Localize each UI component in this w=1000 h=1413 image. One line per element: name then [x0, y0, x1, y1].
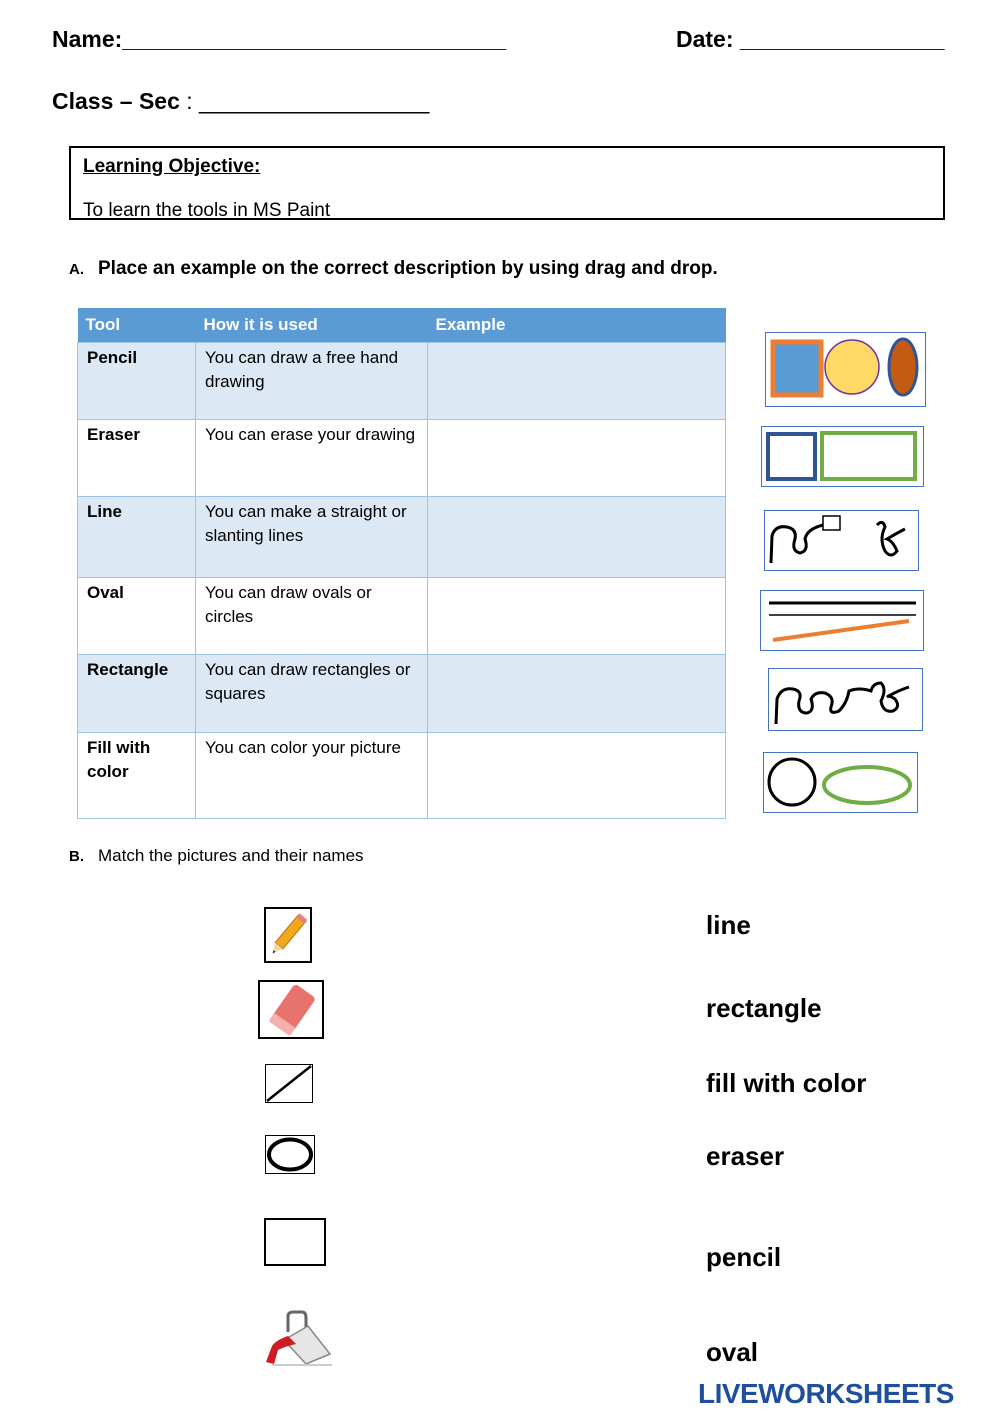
- circle-oval-icon: [764, 753, 916, 811]
- section-b-instruction: [69, 846, 364, 866]
- liveworksheets-logo: [698, 1378, 954, 1410]
- table-row: [78, 420, 726, 497]
- section-b-letter: B.: [69, 848, 84, 865]
- how-cell: You can make a straight or slanting lines: [196, 497, 428, 578]
- tool-cell: Rectangle: [78, 655, 196, 733]
- tool-cell: Fill with color: [78, 733, 196, 819]
- objective-title: Learning Objective:: [83, 156, 261, 177]
- table-row: [78, 343, 726, 420]
- rectangles-icon: [762, 427, 922, 485]
- learning-objective-box: [69, 146, 945, 220]
- class-field[interactable]: [52, 88, 429, 115]
- line-example-draggable[interactable]: [760, 590, 924, 651]
- freehand-scribble-icon: [769, 669, 921, 729]
- how-cell: You can erase your drawing: [196, 420, 428, 497]
- section-b-text: Match the pictures and their names: [98, 846, 364, 865]
- how-cell: You can draw ovals or circles: [196, 578, 428, 655]
- erased-scribble-icon: [765, 511, 917, 569]
- example-drop-zone[interactable]: [428, 497, 726, 578]
- example-drop-zone[interactable]: [428, 733, 726, 819]
- pencil-picture[interactable]: [264, 907, 312, 963]
- eraser-picture[interactable]: [258, 980, 324, 1039]
- match-name-fill[interactable]: fill with color: [706, 1068, 867, 1098]
- fill-example-draggable[interactable]: [765, 332, 926, 407]
- table-row: [78, 733, 726, 819]
- match-name-oval[interactable]: oval: [706, 1337, 759, 1367]
- paint-bucket-icon: [262, 1310, 334, 1368]
- oval-example-draggable[interactable]: [763, 752, 918, 813]
- oval-picture[interactable]: [265, 1135, 315, 1174]
- tool-cell: Eraser: [78, 420, 196, 497]
- class-blank: : __________________: [186, 88, 430, 114]
- table-header: [78, 308, 726, 343]
- eraser-icon: [260, 982, 322, 1037]
- how-cell: You can draw rectangles or squares: [196, 655, 428, 733]
- section-a-text: Place an example on the correct description by using drag and drop.: [98, 258, 718, 279]
- line-icon: [266, 1065, 312, 1102]
- col-example: Example: [428, 308, 726, 343]
- example-drop-zone[interactable]: [428, 420, 726, 497]
- oval-icon: [266, 1136, 314, 1173]
- rectangle-picture[interactable]: [264, 1218, 326, 1266]
- lines-icon: [761, 591, 922, 649]
- table-row: [78, 655, 726, 733]
- fill-picture[interactable]: [262, 1310, 334, 1368]
- name-field[interactable]: Name:______________________________: [52, 26, 507, 52]
- example-drop-zone[interactable]: [428, 343, 726, 420]
- section-a-instruction: [69, 258, 718, 280]
- how-cell: You can color your picture: [196, 733, 428, 819]
- tool-cell: Oval: [78, 578, 196, 655]
- match-name-rectangle[interactable]: rectangle: [706, 993, 822, 1023]
- col-how: How it is used: [196, 308, 428, 343]
- filled-shapes-icon: [766, 333, 924, 405]
- table-row: [78, 578, 726, 655]
- tool-cell: Pencil: [78, 343, 196, 420]
- how-cell: You can draw a free hand drawing: [196, 343, 428, 420]
- eraser-example-draggable[interactable]: [764, 510, 919, 571]
- brand-text: LIVEWORKSHEETS: [698, 1378, 954, 1409]
- example-drop-zone[interactable]: [428, 655, 726, 733]
- col-tool: Tool: [78, 308, 196, 343]
- pencil-icon: [266, 909, 310, 961]
- match-name-eraser[interactable]: eraser: [706, 1141, 785, 1171]
- example-drop-zone[interactable]: [428, 578, 726, 655]
- table-row: [78, 497, 726, 578]
- match-name-pencil[interactable]: pencil: [706, 1242, 782, 1272]
- section-a-letter: A.: [69, 261, 84, 278]
- objective-text: To learn the tools in MS Paint: [83, 200, 331, 221]
- class-label: Class – Sec: [52, 88, 180, 114]
- rectangle-example-draggable[interactable]: [761, 426, 924, 487]
- tool-cell: Line: [78, 497, 196, 578]
- date-field[interactable]: Date: ________________: [676, 26, 945, 52]
- pencil-example-draggable[interactable]: [768, 668, 923, 731]
- tools-table: [77, 308, 726, 819]
- line-picture[interactable]: [265, 1064, 313, 1103]
- match-name-line[interactable]: line: [706, 910, 751, 940]
